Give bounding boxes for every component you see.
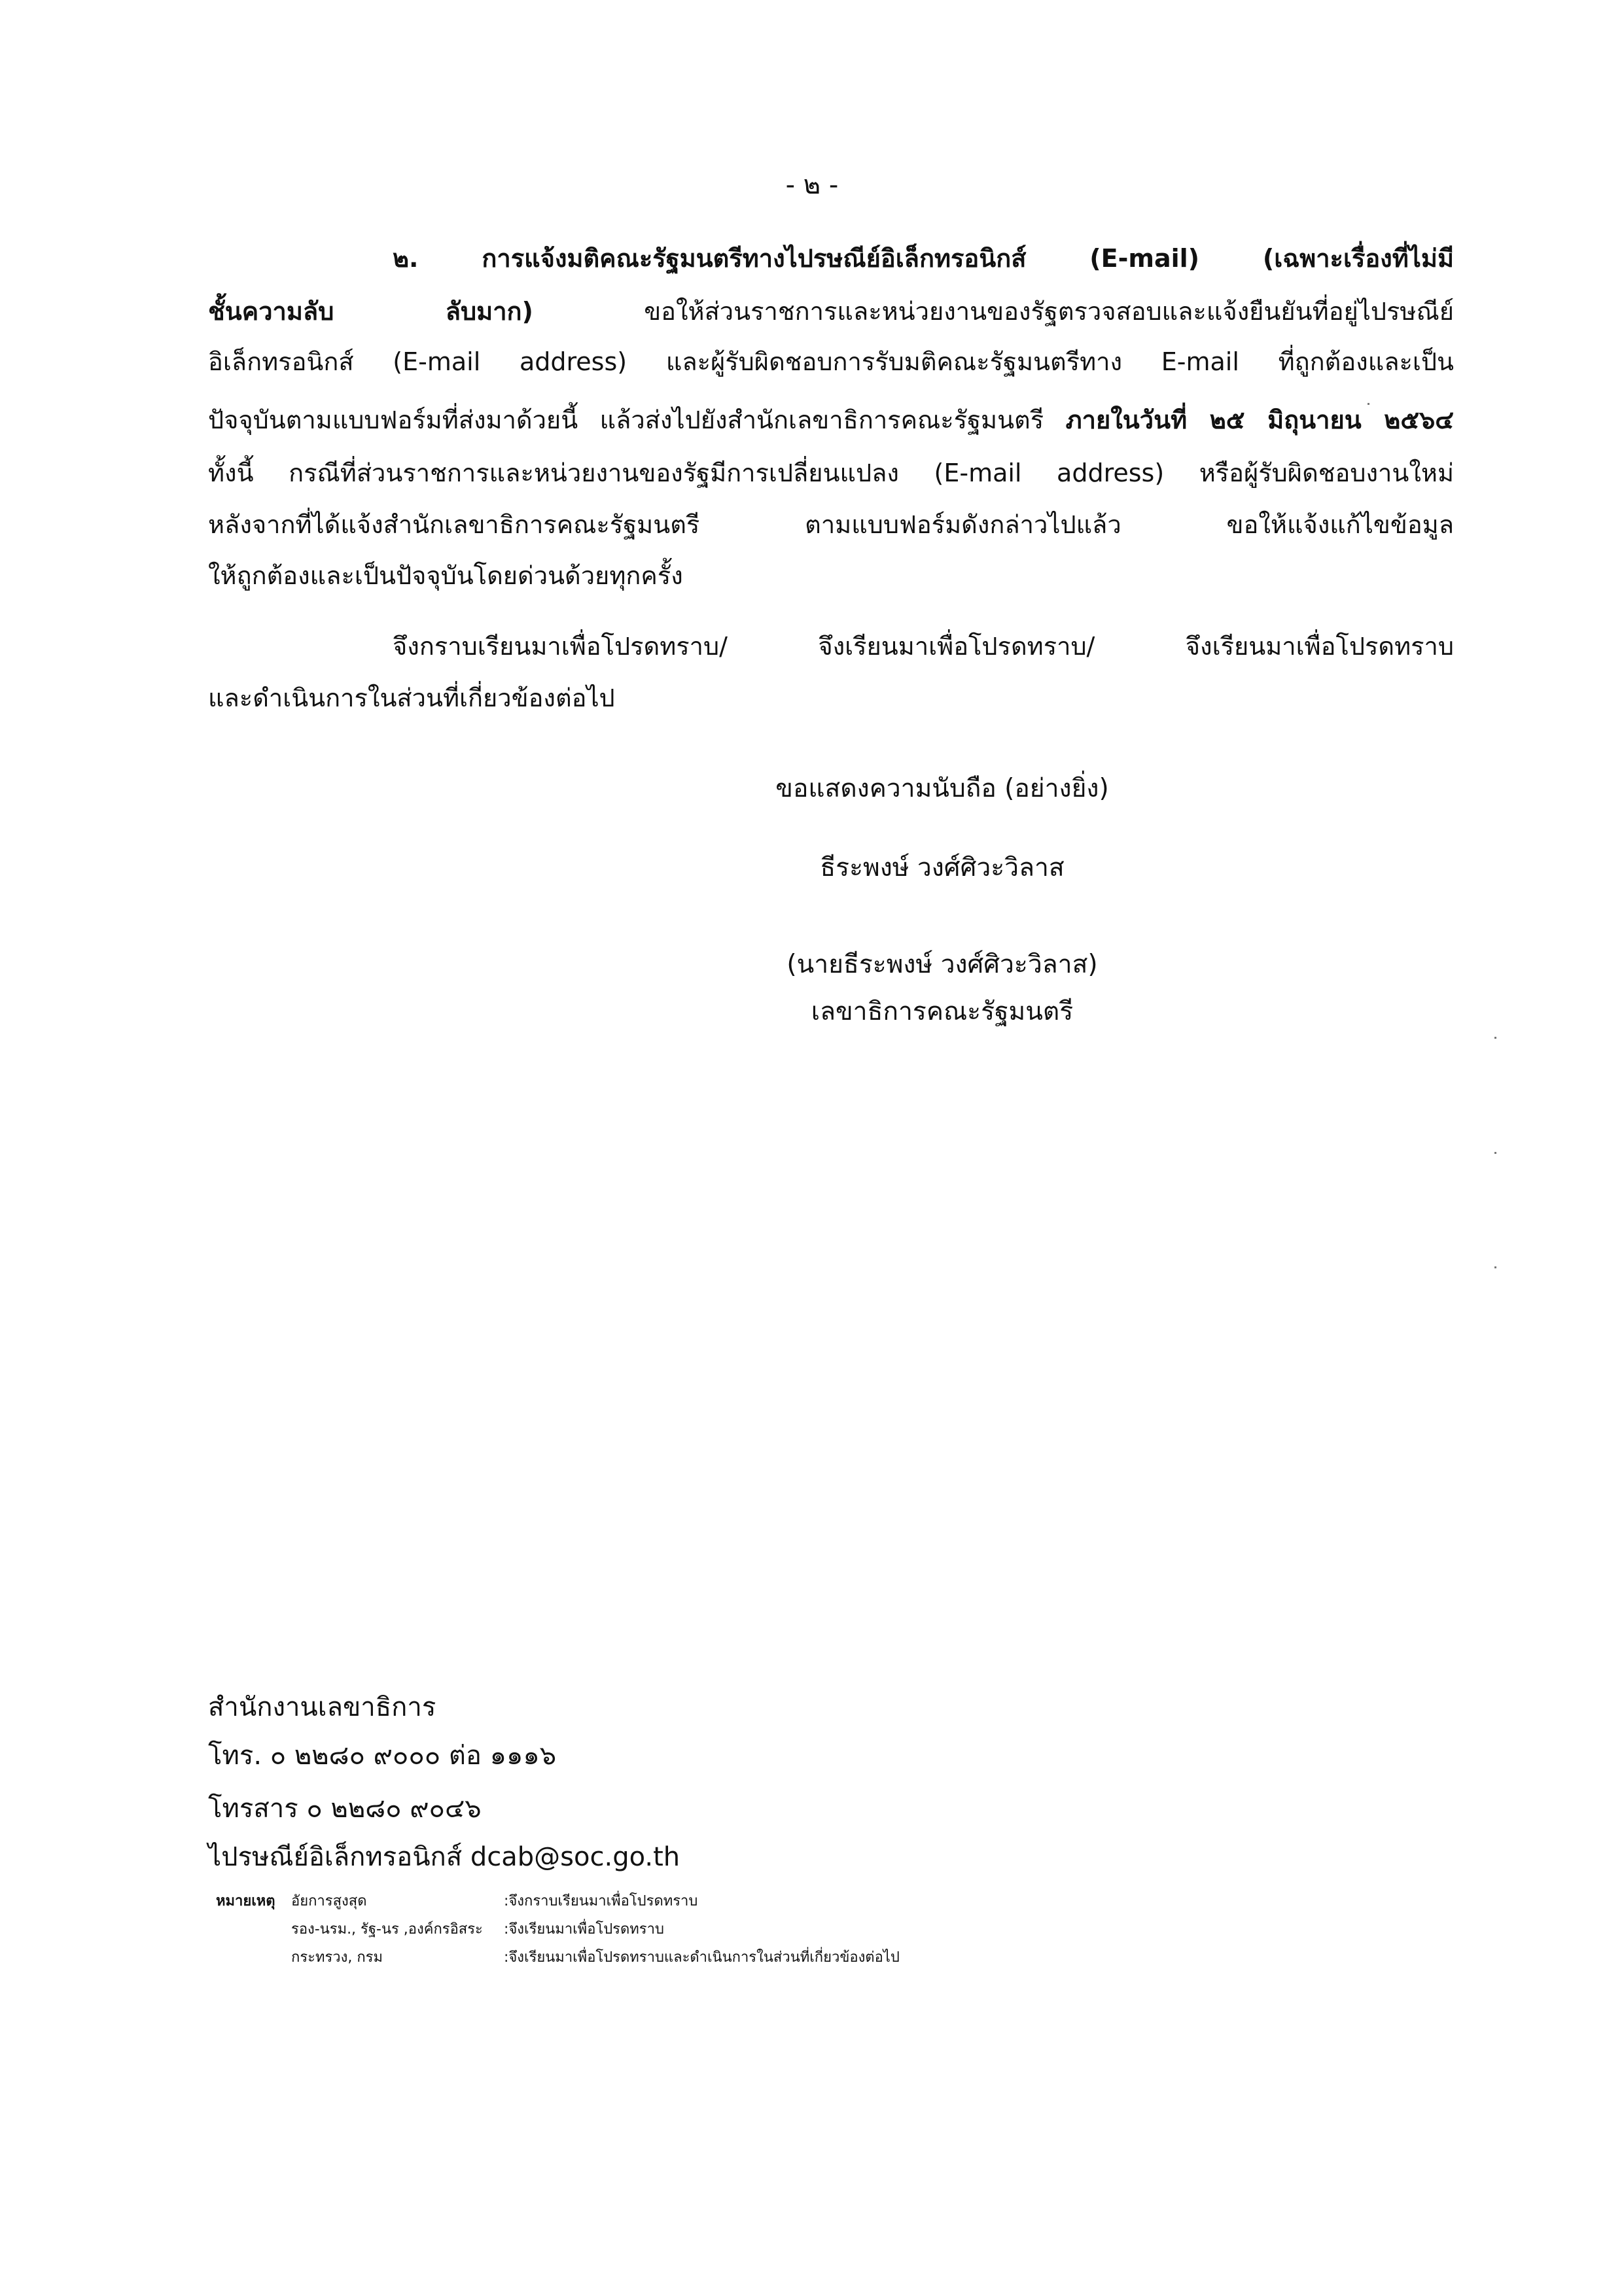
paragraph-text: ทั้งนี้ กรณีที่ส่วนราชการและหน่วยงานของรัฐมีการเปลี่ยนแปลง (E-mail address) หรือผู้รับผิดชอบงานใหม่ — [208, 459, 1454, 487]
paragraph-line-3 — [208, 345, 1454, 378]
scan-speck — [1494, 1037, 1496, 1039]
paragraph-text: อิเล็กทรอนิกส์ (E-mail address) และผู้รับผิดชอบการรับมติคณะรัฐมนตรีทาง E-mail ที่ถูกต้องและเป็น — [208, 347, 1454, 376]
signed-name: ธีระพงษ์ วงศ์ศิวะวิลาส — [820, 853, 1065, 882]
paragraph-line-2 — [208, 295, 1454, 328]
closing-line-2: และดำเนินการในส่วนที่เกี่ยวข้องต่อไป — [208, 684, 615, 712]
note-text: :จึงเรียนมาเพื่อโปรดทราบและดำเนินการในส่วนที่เกี่ยวข้องต่อไป — [504, 1949, 900, 1966]
note-text: :จึงกราบเรียนมาเพื่อโปรดทราบ — [504, 1893, 698, 1909]
paragraph-text: ให้ถูกต้องและเป็นปัจจุบันโดยด่วนด้วยทุกครั้ง — [208, 561, 683, 590]
paragraph-text: ปัจจุบันตามแบบฟอร์มที่ส่งมาด้วยนี้ แล้วส่งไปยังสำนักเลขาธิการคณะรัฐมนตรี — [208, 406, 1066, 434]
note-recipient: อัยการสูงสุด — [291, 1893, 367, 1909]
fax-number: โทรสาร ๐ ๒๒๘๐ ๙๐๔๖ — [208, 1794, 482, 1824]
salutation: ขอแสดงความนับถือ (อย่างยิ่ง) — [775, 774, 1109, 803]
paragraph-line-4 — [208, 404, 1454, 436]
paragraph-text: ขอให้ส่วนราชการและหน่วยงานของรัฐตรวจสอบและแจ้งยืนยันที่อยู่ไปรษณีย์ — [533, 297, 1454, 326]
note-label: หมายเหตุ — [216, 1893, 275, 1909]
note-text: :จึงเรียนมาเพื่อโปรดทราบ — [504, 1921, 664, 1938]
note-recipient: กระทรวง, กรม — [291, 1949, 383, 1966]
paragraph-line-6 — [208, 508, 1454, 541]
paragraph-heading-text: ๒. การแจ้งมติคณะรัฐมนตรีทางไปรษณีย์อิเล็กทรอนิกส์ (E-mail) (เฉพาะเรื่องที่ไม่มี — [393, 244, 1454, 273]
paragraph-line-1 — [393, 242, 1454, 275]
paragraph-line-7 — [208, 559, 1454, 592]
phone-number: โทร. ๐ ๒๒๘๐ ๙๐๐๐ ต่อ ๑๑๑๖ — [208, 1741, 557, 1771]
paragraph-line-5 — [208, 457, 1454, 489]
paragraph-text: หลังจากที่ได้แจ้งสำนักเลขาธิการคณะรัฐมนตรี ตามแบบฟอร์มดังกล่าวไปแล้ว ขอให้แจ้งแก้ไขข้อมูล — [208, 510, 1454, 539]
paragraph-bold-text: ชั้นความลับ ลับมาก) — [208, 297, 533, 326]
scan-speck — [1494, 1152, 1496, 1154]
email-address: ไปรษณีย์อิเล็กทรอนิกส์ dcab@soc.go.th — [208, 1842, 680, 1872]
signatory-position: เลขาธิการคณะรัฐมนตรี — [811, 997, 1074, 1026]
page-number: - ๒ - — [785, 170, 839, 200]
office-name: สำนักงานเลขาธิการ — [208, 1692, 436, 1722]
closing-line-1: จึงกราบเรียนมาเพื่อโปรดทราบ/ จึงเรียนมาเพื่อโปรดทราบ/ จึงเรียนมาเพื่อโปรดทราบ — [393, 632, 1454, 661]
signatory-full-name: (นายธีระพงษ์ วงศ์ศิวะวิลาส) — [786, 950, 1098, 979]
scan-speck — [1494, 1266, 1496, 1268]
note-recipient: รอง-นรม., รัฐ-นร ,องค์กรอิสระ — [291, 1921, 483, 1938]
scan-speck — [1368, 403, 1369, 405]
deadline-text: ภายในวันที่ ๒๕ มิถุนายน ๒๕๖๔ — [1065, 406, 1454, 434]
